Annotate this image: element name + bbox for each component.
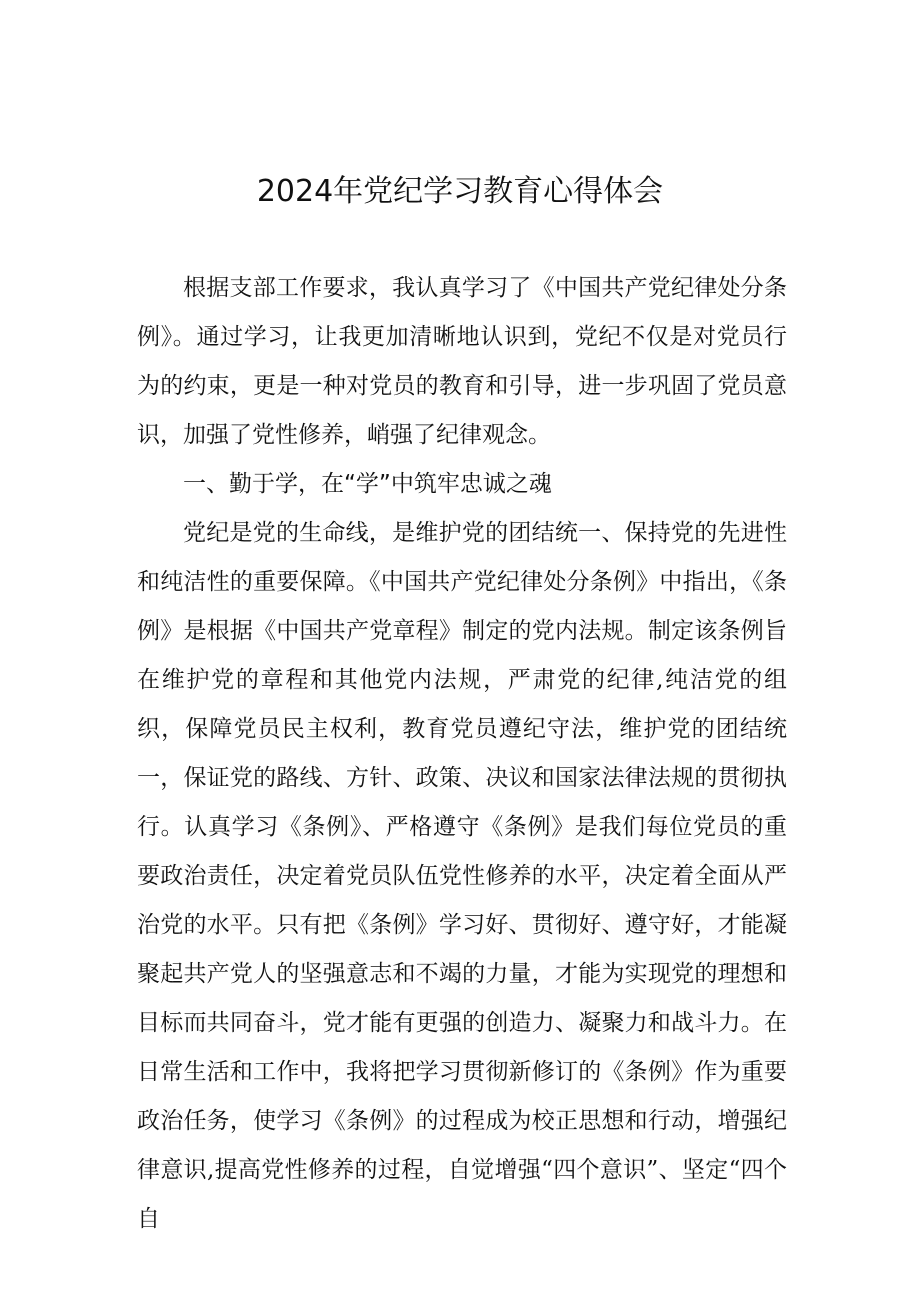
- intro-paragraph: 根据支部工作要求，我认真学习了《中国共产党纪律处分条例》。通过学习，让我更加清晰地认识到，党纪不仅是对党员行为的约束，更是一种对党员的教育和引导，进一步巩固了党员意识，加强了党性修养，峭强了纪律观念。: [137, 275, 787, 448]
- section-heading: 一、勤于学，在“学”中筑牢忠诚之魂: [183, 471, 552, 497]
- document-body: [137, 264, 787, 1244]
- document-title: 2024年党纪学习教育心得体会: [256, 174, 664, 209]
- section-paragraph: 党纪是党的生命线，是维护党的团结统一、保持党的先进性和纯洁性的重要保障。《中国共产党纪律处分条例》中指出，《条例》是根据《中国共产党章程》制定的党内法规。制定该条例旨在维护党的章程和其他党内法规，严肃党的纪律,纯洁党的组织，保障党员民主权利，教育党员遵纪守法，维护党的团结统一，保证党的路线、方针、政策、决议和国家法律法规的贯彻执行。认真学习《条例》、严格遵守《条例》是我们每位党员的重要政治责任，决定着党员队伍党性修养的水平，决定着全面从严治党的水平。只有把《条例》学习好、贯彻好、遵守好，才能凝聚起共产党人的坚强意志和不竭的力量，才能为实现党的理想和目标而共同奋斗，党才能有更强的创造力、凝聚力和战斗力。在日常生活和工作中，我将把学习贯彻新修订的《条例》作为重要政治任务，使学习《条例》的过程成为校正思想和行动，增强纪律意识,提高党性修养的过程，自觉增强“四个意识”、坚定“四个自: [137, 520, 787, 1232]
